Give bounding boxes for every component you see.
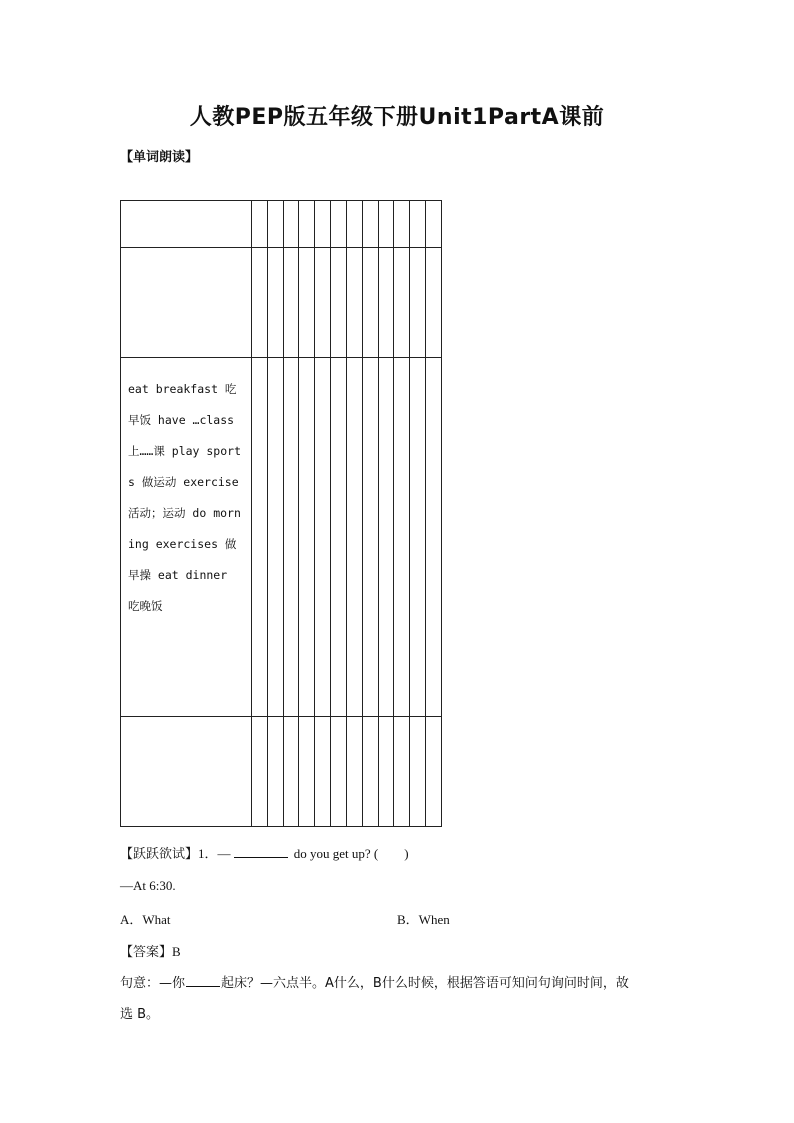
question-stem: do you get up? ( ) (290, 846, 409, 861)
answer-label: 【答案】 (120, 945, 173, 960)
question-line (120, 843, 409, 862)
explanation-part2: 起床？—六点半。A什么，B什么时候，根据答语可知问句询问时间，故 (221, 976, 629, 991)
answer-line (120, 941, 181, 960)
question-label: 【跃跃欲试】 (120, 847, 199, 862)
option-a: A．What (120, 912, 171, 927)
answer-value: B (172, 944, 181, 959)
option-b: B．When (397, 912, 450, 927)
explanation-part1: 句意：—你 (120, 976, 186, 991)
answer-dialogue-line: —At 6:30. (120, 878, 176, 893)
page-title: 人教PEP版五年级下册Unit1PartA课前 (189, 105, 605, 130)
explanation-line-1 (120, 972, 629, 991)
explanation-line-2: 选 B。 (120, 1007, 160, 1022)
table-row (121, 717, 442, 827)
answer-blank (234, 845, 288, 858)
table-row (121, 201, 442, 248)
vocab-cell-text: eat breakfast 吃早饭 have …class 上……课 play sports 做运动 exercise 活动；运动 do morning exercises 做早操 eat dinner 吃晚饭 (128, 382, 242, 613)
table-row (121, 358, 442, 717)
explanation-blank (186, 974, 220, 987)
question-number: 1．— (198, 846, 231, 861)
vocab-table (120, 200, 442, 827)
table-row (121, 248, 442, 358)
word-reading-label: 【单词朗读】 (120, 150, 199, 165)
